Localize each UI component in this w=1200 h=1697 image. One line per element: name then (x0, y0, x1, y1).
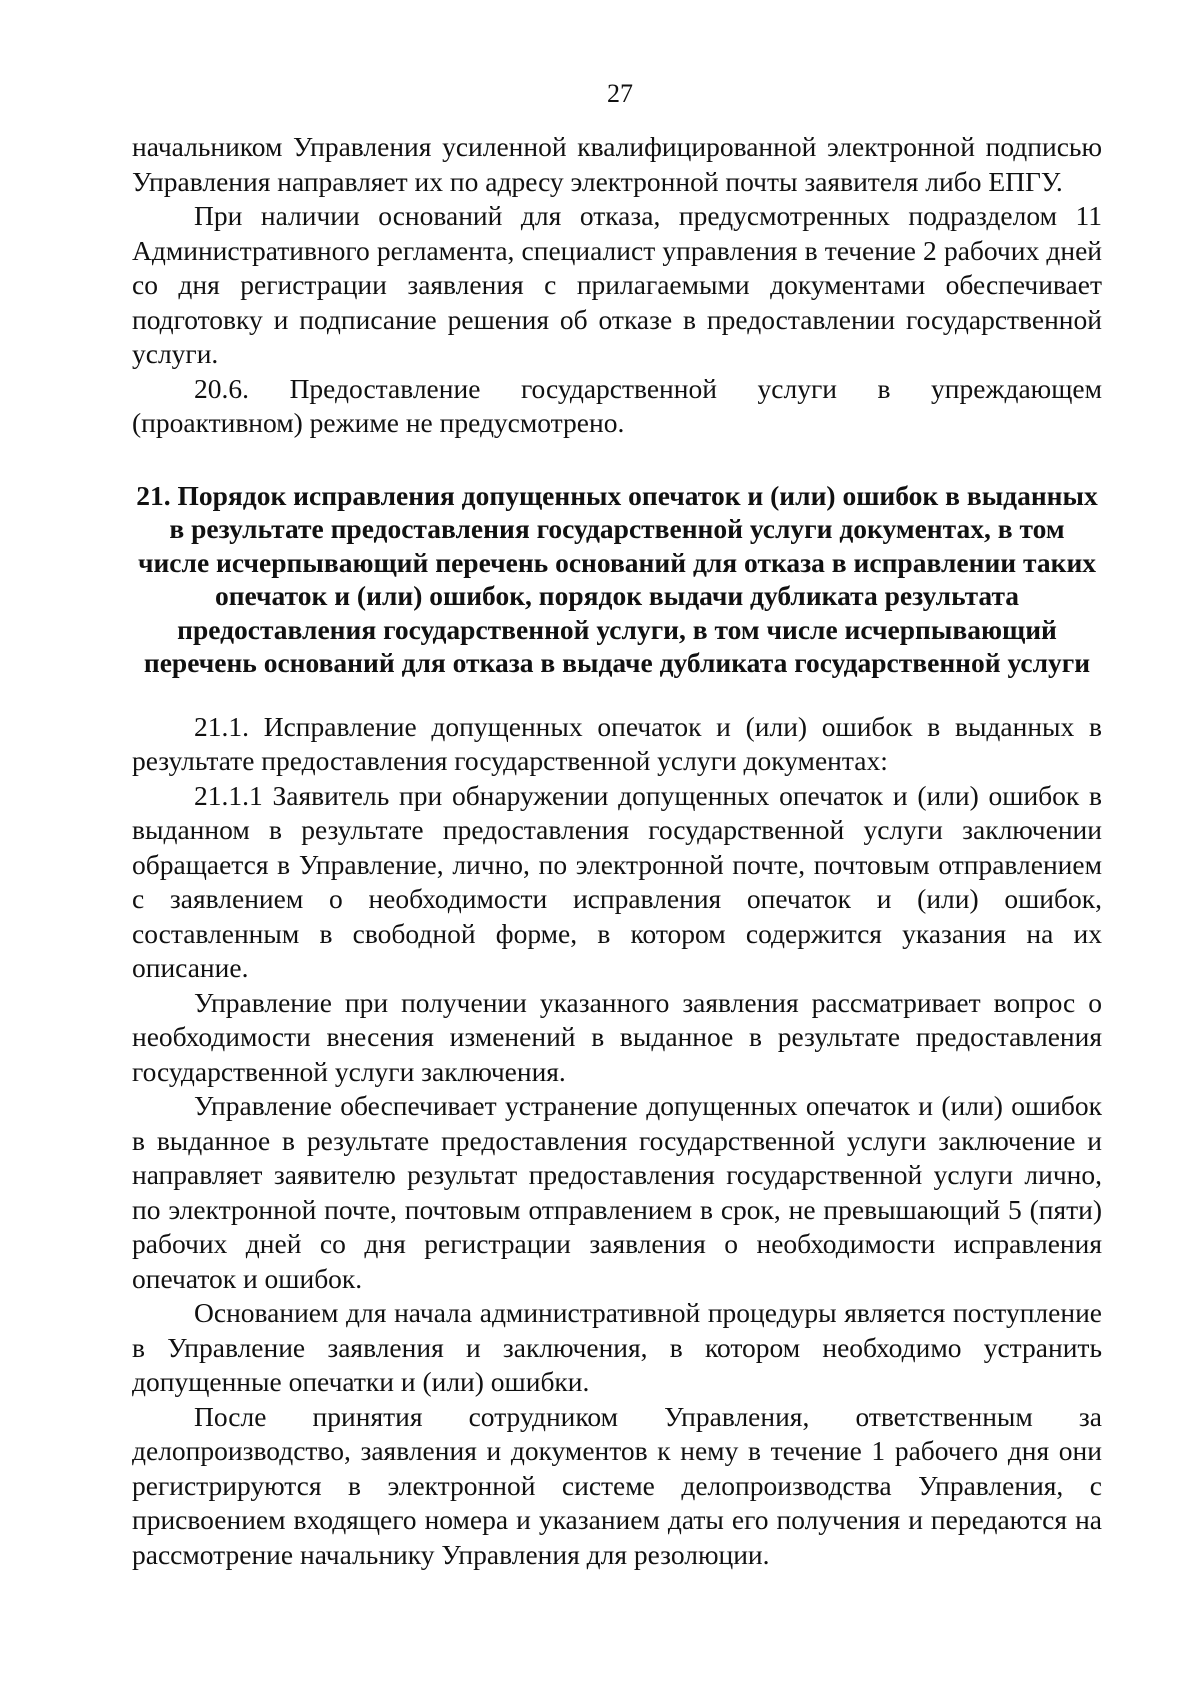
paragraph-20-6: 20.6. Предоставление государственной услуги в упреждающем (проактивном) режиме не предусмотрено. (132, 372, 1102, 438)
paragraph-correction: Управление обеспечивает устранение допущенных опечаток и (или) ошибок в выданное в результате предоставления государственной услуги заключение и направляет заявителю результат предоставления государственной услуги лично, по электронной почте, почтовым отправлением в срок, не превышающий 5 (пяти) рабочих дней со дня регистрации заявления о необходимости исправления опечаток и ошибок. (132, 1090, 1102, 1294)
document-body (132, 130, 1102, 1572)
paragraph-continuation: начальником Управления усиленной квалифицированной электронной подписью Управления направляет их по адресу электронной почты заявителя либо ЕПГУ. (132, 131, 1102, 197)
paragraph-21-1-1: 21.1.1 Заявитель при обнаружении допущенных опечаток и (или) ошибок в выданном в результате предоставления государственной услуги заключении обращается в Управление, лично, по электронной почте, почтовым отправлением с заявлением о необходимости исправления опечаток и (или) ошибок, составленным в свободной форме, в котором содержится указания на их описание. (132, 779, 1102, 983)
paragraph-registration: После принятия сотрудником Управления, ответственным за делопроизводство, заявления и документов к нему в течение 1 рабочего дня они регистрируются в электронной системе делопроизводства Управления, с присвоением входящего номера и указанием даты его получения и передаются на рассмотрение начальнику Управления для резолюции. (132, 1400, 1102, 1570)
section-heading-21: 21. Порядок исправления допущенных опечаток и (или) ошибок в выданных в результате предоставления государственной услуги документах, в том числе исчерпывающий перечень оснований для отказа в исправлении таких опечаток и (или) ошибок, порядок выдачи дубликата результата предоставления государственной услуги, в том числе исчерпывающий перечень оснований для отказа в выдаче дубликата государственной услуги (136, 479, 1098, 678)
page-number: 27 (607, 79, 633, 108)
paragraph-basis: Основанием для начала административной процедуры является поступление в Управление заявления и заключения, в котором необходимо устранить допущенные опечатки и (или) ошибки. (132, 1297, 1102, 1397)
paragraph-refusal-grounds: При наличии оснований для отказа, предусмотренных подразделом 11 Административного регламента, специалист управления в течение 2 рабочих дней со дня регистрации заявления с прилагаемыми документами обеспечивает подготовку и подписание решения об отказе в предоставлении государственной услуги. (132, 200, 1102, 369)
paragraph-review: Управление при получении указанного заявления рассматривает вопрос о необходимости внесения изменений в выданное в результате предоставления государственной услуги заключения. (132, 986, 1102, 1087)
paragraph-21-1: 21.1. Исправление допущенных опечаток и (или) ошибок в выданных в результате предоставления государственной услуги документах: (132, 710, 1102, 776)
